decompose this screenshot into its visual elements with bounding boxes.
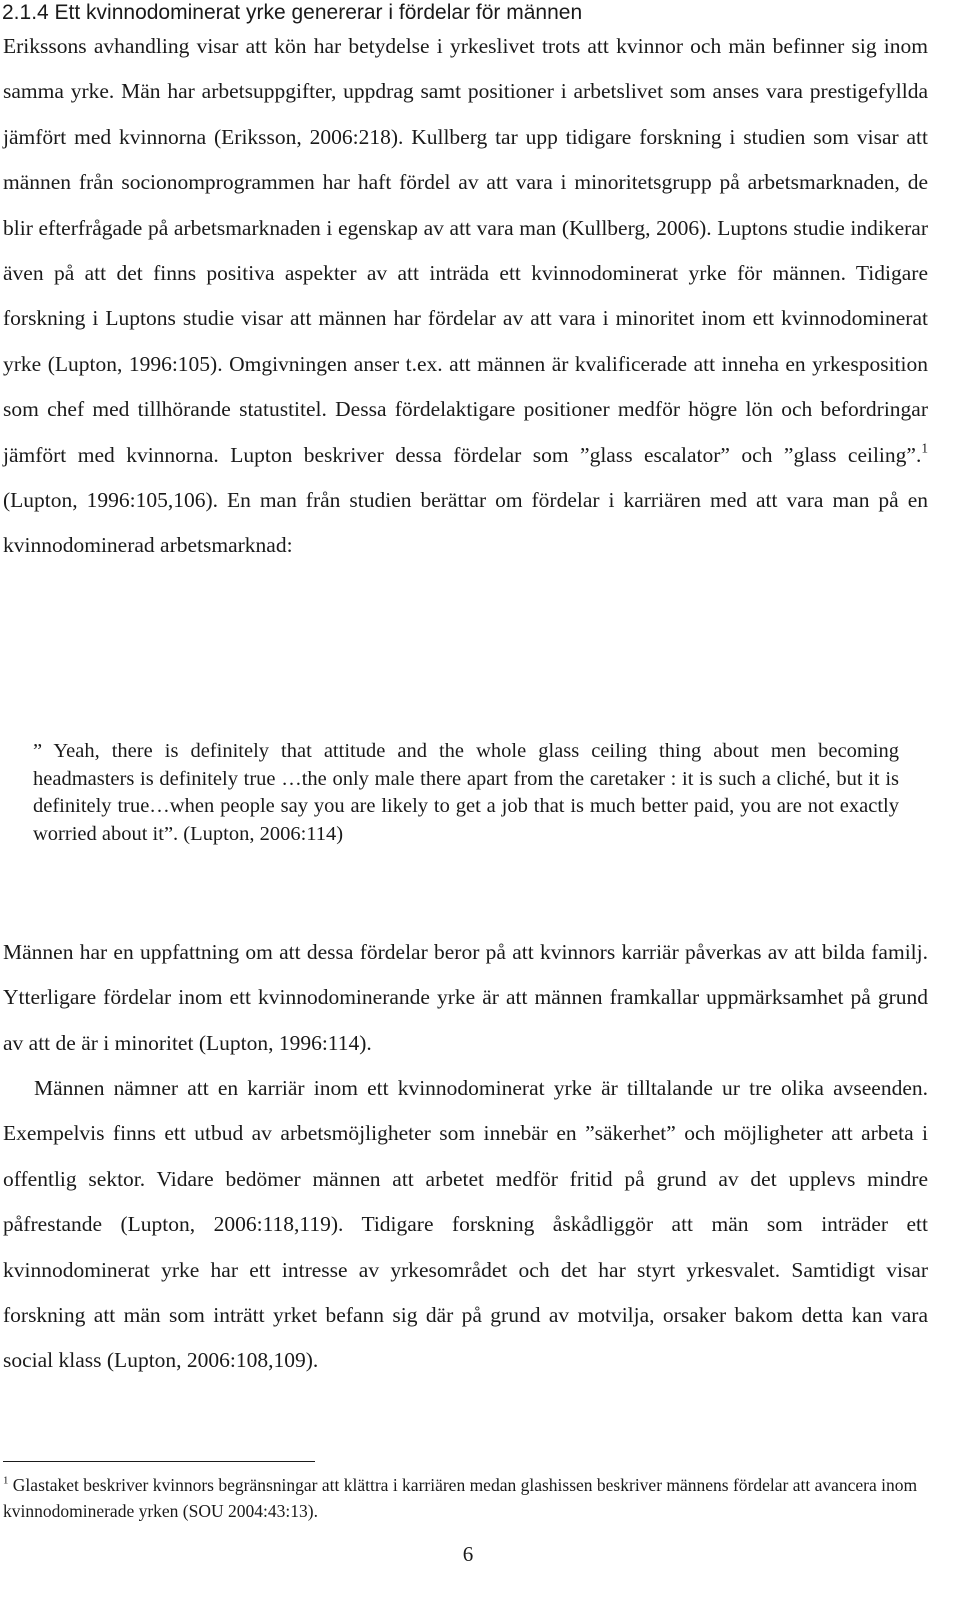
paragraph-1-text: Erikssons avhandling visar att kön har betydelse i yrkeslivet trots att kvinnor och män befinner sig inom samma yrke. Män har arbetsuppgifter, uppdrag samt positioner i arbetslivet som anses vara prestigefyllda jämfört med kvinnorna (Eriksson, 2006:218). Kullberg tar upp tidigare forskning i studien som visar att männen från socionomprogrammen har haft fördel av att vara i minoritetsgrupp på arbetsmarknaden, de blir efterfrågade på arbetsmarknaden i egenskap av att vara man (Kullberg, 2006). Luptons studie indikerar även på att det finns positiva aspekter av att inträda ett kvinnodominerat yrke för männen. Tidigare forskning i Luptons studie visar att männen har fördelar av att vara i minoritet inom ett kvinnodominerat yrke (Lupton, 1996:105). Omgivningen anser t.ex. att männen är kvalificerade att inneha en yrkesposition som chef med tillhörande statustitel. Dessa fördelaktigare positioner medför högre lön och befordringar jämfört med kvinnorna. Lupton beskriver dessa fördelar som ”glass escalator” och ”glass ceiling”.: [3, 34, 928, 467]
body-paragraph-3: Männen nämner att en karriär inom ett kvinnodominerat yrke är tilltalande ur tre olika avseenden. Exempelvis finns ett utbud av arbetsmöjligheter som innebär en ”säkerhet” och möjligheter att arbeta i offentlig sektor. Vidare bedömer männen att arbetet medför fritid på grund av det upplevs mindre påfrestande (Lupton, 2006:118,119). Tidigare forskning åskådliggör att män som inträder ett kvinnodominerat yrke har ett intresse av yrkesområdet och det har styrt yrkesvalet. Samtidigt visar forskning att män som inträtt yrket befann sig där på grund av motvilja, orsaker bakom detta kan vara social klass (Lupton, 2006:108,109).: [3, 1076, 928, 1373]
section-heading: 2.1.4 Ett kvinnodominerat yrke genererar i fördelar för männen: [2, 1, 583, 24]
body-paragraph-1: [3, 24, 928, 569]
footnote: [3, 1472, 928, 1524]
paragraph-1-continuation: (Lupton, 1996:105,106). En man från studien berättar om fördelar i karriären med att vara man på en kvinnodominerad arbetsmarknad:: [3, 488, 928, 558]
body-paragraph-2: Männen har en uppfattning om att dessa fördelar beror på att kvinnors karriär påverkas av att bilda familj. Ytterligare fördelar inom ett kvinnodominerande yrke är att männen framkallar uppmärksamhet på grund av att de är i minoritet (Lupton, 1996:114).: [3, 940, 928, 1055]
footnote-reference[interactable]: 1: [921, 440, 928, 456]
page-number: 6: [462, 1542, 474, 1566]
block-quote: ” Yeah, there is definitely that attitude and the whole glass ceiling thing about men becoming headmasters is definitely true …the only male there apart from the caretaker : it is such a cliché, but it is definitely true…when people say you are likely to get a job that is much better paid, you are not exactly worried about it”. (Lupton, 2006:114): [33, 740, 899, 845]
footnote-number: 1: [3, 1474, 9, 1487]
footnote-divider: [3, 1461, 315, 1462]
footnote-text: Glastaket beskriver kvinnors begränsningar att klättra i karriären medan glashissen beskriver männens fördelar att avancera inom kvinnodominerade yrken (SOU 2004:43:13).: [3, 1475, 918, 1521]
